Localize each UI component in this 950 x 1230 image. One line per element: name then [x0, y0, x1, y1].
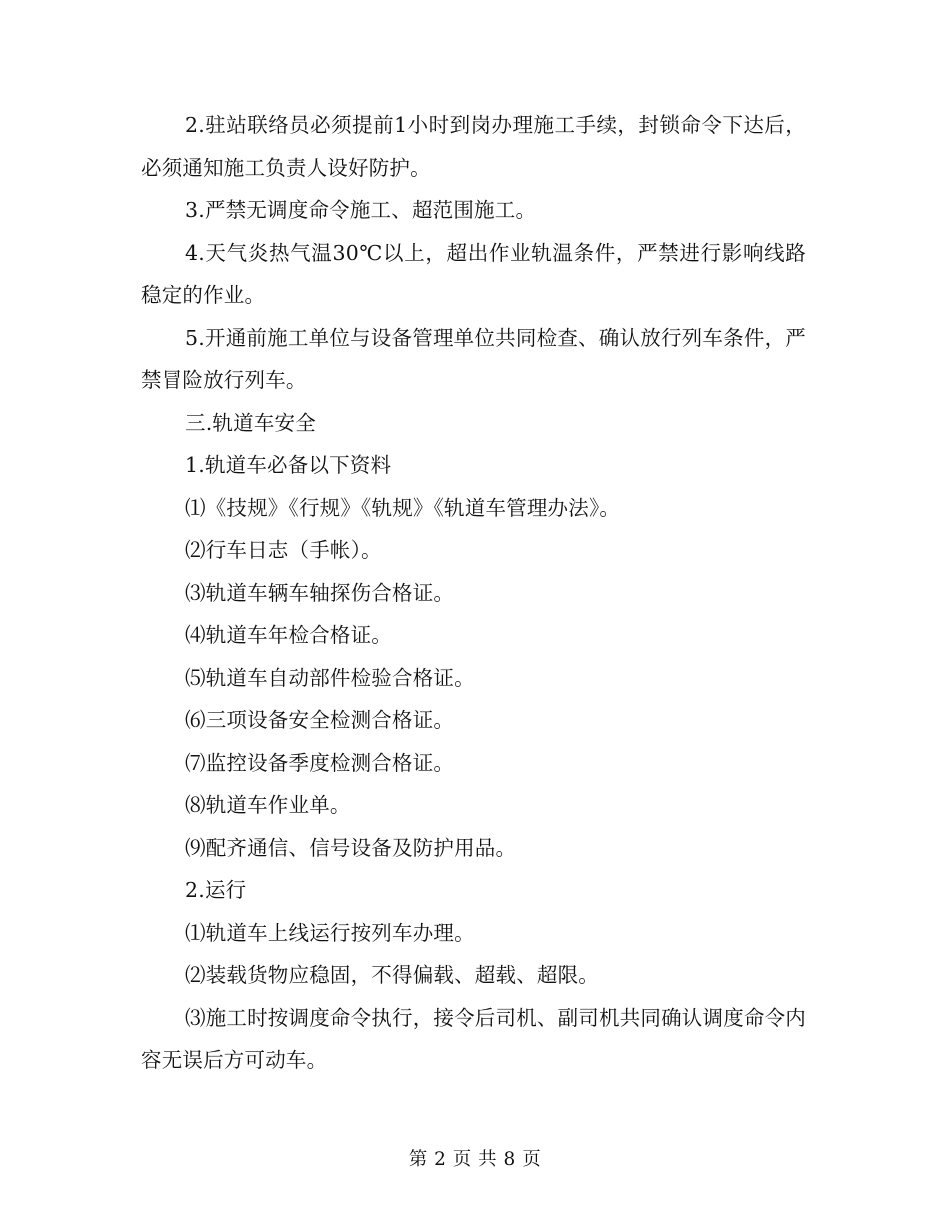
paragraph: 3.严禁无调度命令施工、超范围施工。	[185, 198, 537, 222]
document-body	[141, 104, 806, 1082]
list-item: ⑼配齐通信、信号设备及防护用品。	[185, 835, 517, 860]
paragraph: 5.开通前施工单位与设备管理单位共同检查、确认放行列车条件，严禁冒险放行列车。	[141, 325, 806, 392]
section-heading: 三.轨道车安全	[185, 410, 316, 435]
list-item: ⑺监控设备季度检测合格证。	[185, 750, 455, 775]
list-item: ⑵行车日志（手帐）。	[185, 538, 382, 562]
page-footer	[0, 1146, 950, 1174]
list-item: ⑶施工时按调度命令执行，接令后司机、副司机共同确认调度命令内容无误后方可动车。	[141, 1005, 806, 1072]
list-item: ⑻轨道车作业单。	[185, 793, 351, 817]
paragraph: 4.天气炎热气温30℃以上，超出作业轨温条件，严禁进行影响线路稳定的作业。	[141, 240, 806, 307]
page-number: 第 2 页 共 8 页	[408, 1149, 542, 1170]
list-item: ⑹三项设备安全检测合格证。	[185, 708, 455, 732]
list-item: ⑵装载货物应稳固，不得偏载、超载、超限。	[185, 963, 599, 987]
list-item: ⑴《技规》《行规》《轨规》《轨道车管理办法》。	[185, 495, 621, 520]
list-item: ⑷轨道车年检合格证。	[185, 623, 392, 647]
paragraph: 2.运行	[185, 878, 247, 902]
paragraph: 2.驻站联络员必须提前1小时到岗办理施工手续，封锁命令下达后，必须通知施工负责人设好防护。	[141, 113, 806, 180]
list-item: ⑴轨道车上线运行按列车办理。	[185, 920, 475, 945]
paragraph: 1.轨道车必备以下资料	[185, 453, 392, 477]
list-item: ⑶轨道车辆车轴探伤合格证。	[185, 580, 455, 605]
list-item: ⑸轨道车自动部件检验合格证。	[185, 665, 475, 690]
